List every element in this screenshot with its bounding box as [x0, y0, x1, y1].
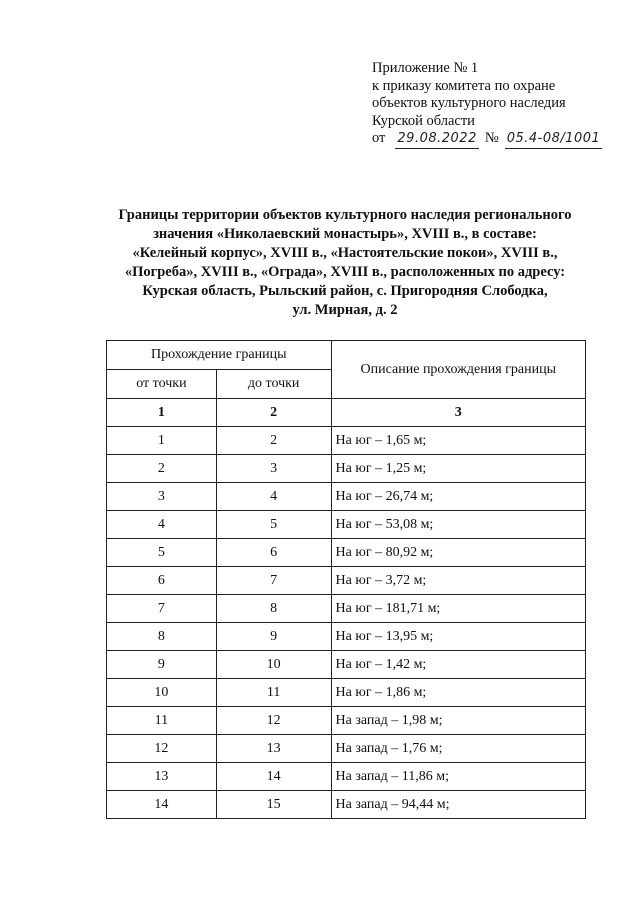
table-row: [107, 651, 586, 679]
table-row: [107, 623, 586, 651]
title-line: «Погреба», XVIII в., «Ограда», XVIII в., расположенных по адресу:: [124, 264, 566, 280]
header-from-point: от точки: [107, 370, 217, 399]
to-point-cell: 12: [216, 707, 331, 735]
title-line: ул. Мирная, д. 2: [292, 302, 398, 318]
handwritten-number: 05.4-08/1001: [505, 130, 603, 149]
from-point-cell: 8: [107, 623, 217, 651]
table-row: [107, 483, 586, 511]
from-point-cell: 11: [107, 707, 217, 735]
table-row: [107, 791, 586, 819]
from-point-cell: 13: [107, 763, 217, 791]
from-point-cell: 1: [107, 427, 217, 455]
description-cell: На юг – 1,86 м;: [331, 679, 585, 707]
to-point-cell: 14: [216, 763, 331, 791]
description-cell: На юг – 80,92 м;: [331, 539, 585, 567]
title-line: «Келейный корпус», XVIII в., «Настоятельские покои», XVIII в.,: [132, 245, 558, 261]
table-row: [107, 595, 586, 623]
appendix-committee-line: объектов культурного наследия: [372, 95, 566, 112]
appendix-date-number-line: [372, 130, 632, 149]
table-row: [107, 567, 586, 595]
to-point-cell: 10: [216, 651, 331, 679]
from-point-cell: 10: [107, 679, 217, 707]
from-point-cell: 4: [107, 511, 217, 539]
column-number-2: 2: [216, 399, 331, 427]
table-row: [107, 735, 586, 763]
number-label: №: [484, 130, 499, 147]
to-point-cell: 11: [216, 679, 331, 707]
to-point-cell: 9: [216, 623, 331, 651]
description-cell: На запад – 1,76 м;: [331, 735, 585, 763]
handwritten-date: 29.08.2022: [395, 130, 478, 149]
title-line: Границы территории объектов культурного наследия регионального: [118, 207, 572, 223]
title-line: Курская область, Рыльский район, с. Пригородняя Слободка,: [142, 283, 548, 299]
to-point-cell: 2: [216, 427, 331, 455]
from-label: от: [372, 130, 386, 147]
title-line: значения «Николаевский монастырь», XVIII в., в составе:: [153, 226, 537, 242]
table-row: [107, 455, 586, 483]
from-point-cell: 12: [107, 735, 217, 763]
appendix-order-line: к приказу комитета по охране: [372, 77, 556, 94]
description-cell: На юг – 1,42 м;: [331, 651, 585, 679]
description-cell: На юг – 53,08 м;: [331, 511, 585, 539]
appendix-header: [372, 60, 632, 149]
to-point-cell: 13: [216, 735, 331, 763]
description-cell: На юг – 3,72 м;: [331, 567, 585, 595]
description-cell: На юг – 1,25 м;: [331, 455, 585, 483]
from-point-cell: 7: [107, 595, 217, 623]
boundary-table: [106, 340, 586, 819]
header-boundary-passage: Прохождение границы: [107, 341, 332, 370]
document-title: [80, 206, 610, 320]
to-point-cell: 7: [216, 567, 331, 595]
to-point-cell: 5: [216, 511, 331, 539]
header-to-point: до точки: [216, 370, 331, 399]
table-row: [107, 679, 586, 707]
to-point-cell: 6: [216, 539, 331, 567]
description-cell: На запад – 11,86 м;: [331, 763, 585, 791]
description-cell: На юг – 13,95 м;: [331, 623, 585, 651]
table-row: [107, 707, 586, 735]
from-point-cell: 9: [107, 651, 217, 679]
description-cell: На юг – 26,74 м;: [331, 483, 585, 511]
header-boundary-description: Описание прохождения границы: [331, 341, 585, 399]
from-point-cell: 3: [107, 483, 217, 511]
description-cell: На запад – 1,98 м;: [331, 707, 585, 735]
to-point-cell: 15: [216, 791, 331, 819]
description-cell: На запад – 94,44 м;: [331, 791, 585, 819]
table-row: [107, 763, 586, 791]
from-point-cell: 5: [107, 539, 217, 567]
to-point-cell: 8: [216, 595, 331, 623]
to-point-cell: 3: [216, 455, 331, 483]
column-number-1: 1: [107, 399, 217, 427]
from-point-cell: 14: [107, 791, 217, 819]
appendix-title: Приложение № 1: [372, 60, 479, 76]
table-row: [107, 511, 586, 539]
table-row: [107, 427, 586, 455]
description-cell: На юг – 181,71 м;: [331, 595, 585, 623]
from-point-cell: 2: [107, 455, 217, 483]
appendix-region-line: Курской области: [372, 112, 475, 129]
to-point-cell: 4: [216, 483, 331, 511]
column-number-3: 3: [331, 399, 585, 427]
from-point-cell: 6: [107, 567, 217, 595]
description-cell: На юг – 1,65 м;: [331, 427, 585, 455]
table-row: [107, 539, 586, 567]
